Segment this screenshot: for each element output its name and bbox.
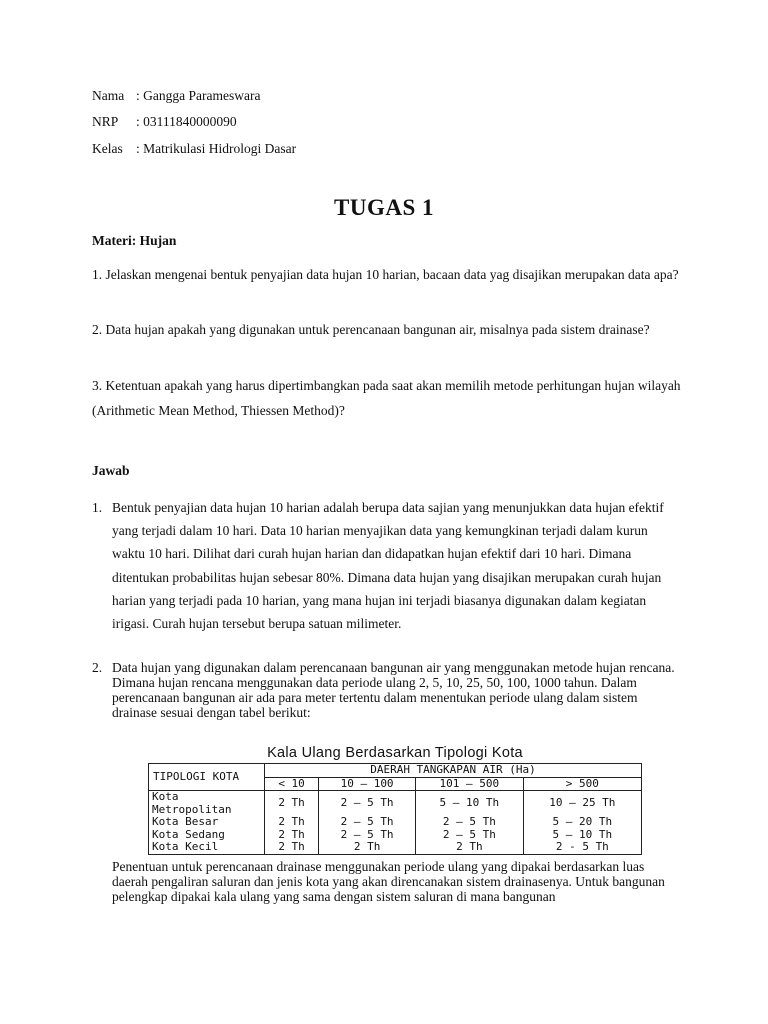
table-row — [149, 791, 642, 817]
answer-2 — [92, 660, 682, 720]
header-value: : Gangga Parameswara — [136, 88, 261, 103]
table-cell: 5 – 20 Th — [523, 816, 641, 829]
return-period-table — [148, 763, 642, 855]
table-cell: 2 Th — [416, 841, 524, 854]
column-header: < 10 — [265, 777, 319, 791]
question-3: 3. Ketentuan apakah yang harus dipertimbangkan pada saat akan memilih metode perhitungan hujan wilayah (Arithmetic Mean Method, Thiessen Method)? — [92, 378, 681, 418]
answer-text: Bentuk penyajian data hujan 10 harian adalah berupa data sajian yang menunjukkan data hujan efektif yang terjadi dalam 10 hari. Data 10 harian menyajikan data yang kemungkinan terjadi dalam kurun waktu 10 hari. Dilihat dari curah hujan harian dan didapatkan hujan efektif dari 10 hari. Dimana ditentukan probabilitas hujan sebesar 80%. Dimana data hujan yang disajikan merupakan curah hujan harian yang terjadi pada 10 harian, yang mana hujan ini terjadi biasanya digunakan dalam kegiatan irigasi. Curah hujan tersebut berupa satuan milimeter. — [112, 500, 664, 632]
after-table-paragraph: Penentuan untuk perencanaan drainase menggunakan periode ulang yang dipakai berdasarkan luas daerah pengaliran saluran dan jenis kota yang akan direncanakan sistem drainasenya. Untuk bangunan pelengkap dipakai kala ulang yang sama dengan sistem saluran di mana bangunan — [112, 859, 665, 904]
table-row — [149, 841, 642, 854]
table-cell: 5 – 10 Th — [523, 829, 641, 842]
table-cell: 5 – 10 Th — [416, 791, 524, 817]
header-value: : Matrikulasi Hidrologi Dasar — [136, 141, 297, 156]
row-label: Kota Sedang — [149, 829, 265, 842]
page-title: TUGAS 1 — [334, 195, 434, 220]
table-cell: 2 Th — [319, 841, 416, 854]
table-cell: 2 Th — [265, 841, 319, 854]
row-label: Kota Kecil — [149, 841, 265, 854]
table-caption: Kala Ulang Berdasarkan Tipologi Kota — [267, 745, 523, 761]
table-cell: 2 – 5 Th — [319, 816, 416, 829]
table-cell: 2 Th — [265, 829, 319, 842]
answer-1 — [92, 496, 672, 635]
return-period-table-figure — [148, 745, 642, 855]
materi-heading: Materi: Hujan — [92, 233, 177, 248]
header-label: NRP — [92, 114, 119, 129]
table-cell: 2 – 5 Th — [319, 829, 416, 842]
table-row — [149, 816, 642, 829]
column-header: 101 – 500 — [416, 777, 524, 791]
table-cell: 2 – 5 Th — [416, 816, 524, 829]
header-row-kelas — [92, 141, 296, 157]
table-cell: 2 – 5 Th — [416, 829, 524, 842]
header-row-nrp — [92, 114, 237, 130]
column-header-tipologi: TIPOLOGI KOTA — [149, 764, 265, 791]
table-cell: 2 Th — [265, 816, 319, 829]
jawab-heading: Jawab — [92, 463, 130, 478]
header-row-nama — [92, 88, 260, 104]
table-cell: 2 – 5 Th — [319, 791, 416, 817]
row-label: Kota Metropolitan — [149, 791, 265, 817]
table-cell: 10 – 25 Th — [523, 791, 641, 817]
header-label: Kelas — [92, 141, 123, 156]
answer-text: Data hujan yang digunakan dalam perencanaan bangunan air yang menggunakan metode hujan rencana. Dimana hujan rencana menggunakan data periode ulang 2, 5, 10, 25, 50, 100, 1000 tahun. Dalam perencanaan bangunan air ada para meter tertentu dalam menentukan periode ulang dalam sistem drainase sesuai dengan tabel berikut: — [112, 660, 675, 720]
table-cell: 2 Th — [265, 791, 319, 817]
header-label: Nama — [92, 88, 125, 103]
row-label: Kota Besar — [149, 816, 265, 829]
answer-number: 1. — [92, 500, 103, 515]
table-cell: 2 - 5 Th — [523, 841, 641, 854]
column-header: > 500 — [523, 777, 641, 791]
question-1: 1. Jelaskan mengenai bentuk penyajian data hujan 10 harian, bacaan data yag disajikan merupakan data apa? — [92, 267, 679, 282]
column-header: 10 – 100 — [319, 777, 416, 791]
question-2: 2. Data hujan apakah yang digunakan untuk perencanaan bangunan air, misalnya pada sistem drainase? — [92, 322, 650, 337]
column-group-header: DAERAH TANGKAPAN AIR (Ha) — [265, 764, 642, 778]
header-value: : 03111840000090 — [136, 114, 237, 129]
answer-number: 2. — [92, 660, 103, 675]
